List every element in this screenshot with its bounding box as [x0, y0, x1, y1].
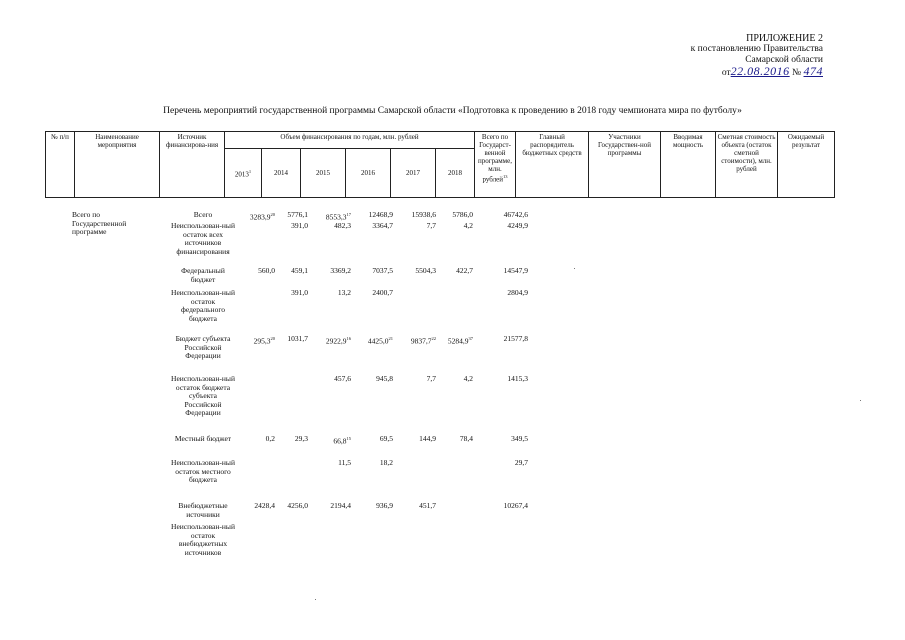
- value-cell: 5284,9$^{37}$: [447, 336, 473, 346]
- header-num: № п/п: [46, 132, 75, 198]
- year-2016: 2016: [346, 149, 391, 198]
- header-capacity: Вводимая мощность: [661, 132, 716, 198]
- value-cell: 3364,7: [372, 221, 393, 230]
- number-prefix: №: [792, 68, 802, 78]
- value-cell: 69,5: [379, 434, 393, 443]
- value-cell: 3283,9$^{20}$: [249, 212, 275, 222]
- table-header: [45, 131, 835, 198]
- value-cell: 2400,7: [372, 288, 393, 297]
- value-cell: 936,9: [376, 501, 393, 510]
- value-cell: 7,7: [426, 221, 436, 230]
- group-name: Всего по Государственной программе: [72, 210, 127, 237]
- source-label: Неиспользован-ный остаток всех источников финансирования: [171, 221, 235, 256]
- appendix-line2: Самарской области: [745, 55, 823, 65]
- value-cell: 422,7: [456, 266, 473, 275]
- header-total: Всего по Государст-венной программе, млн. рублей$^{13}$: [475, 132, 516, 198]
- year-2015: 2015: [301, 149, 346, 198]
- year-2017: 2017: [391, 149, 436, 198]
- header-name: Наименование мероприятия: [75, 132, 160, 198]
- year-2013: 2013$^1$: [225, 149, 262, 198]
- value-cell: 391,0: [291, 221, 308, 230]
- value-cell: 2428,4: [254, 501, 275, 510]
- value-cell: 5504,3: [415, 266, 436, 275]
- value-cell: 11,5: [338, 458, 351, 467]
- value-cell: 4,2: [463, 221, 473, 230]
- header-cost: Сметная стоимость объекта (остаток сметной стоимости), млн. рублей: [716, 132, 778, 198]
- header-manager: Главный распорядитель бюджетных средств: [516, 132, 589, 198]
- appendix-title: ПРИЛОЖЕНИЕ 2: [746, 33, 823, 44]
- appendix-line1: к постановлению Правительства: [690, 44, 823, 54]
- value-cell: 459,1: [291, 266, 308, 275]
- value-cell: 21577,8: [503, 334, 528, 343]
- value-cell: 7037,5: [372, 266, 393, 275]
- source-label: Неиспользован-ный остаток внебюджетных источников: [171, 522, 235, 557]
- value-cell: 1415,3: [507, 374, 528, 383]
- document-title: Перечень мероприятий государственной программы Самарской области «Подготовка к проведению в 2018 году чемпионата мира по футболу»: [163, 106, 742, 116]
- source-label: Неиспользован-ный остаток бюджета субъекта Российской Федерации: [171, 374, 235, 418]
- value-cell: 78,4: [459, 434, 473, 443]
- value-cell: 482,3: [334, 221, 351, 230]
- value-cell: 457,6: [334, 374, 351, 383]
- value-cell: 15938,6: [411, 210, 436, 219]
- value-cell: 349,5: [511, 434, 528, 443]
- header-source: Источник финансирова-ния: [160, 132, 225, 198]
- source-label: Федеральный бюджет: [181, 266, 225, 284]
- handwritten-number: 474: [803, 64, 823, 78]
- value-cell: 13,2: [337, 288, 351, 297]
- value-cell: 2804,9: [507, 288, 528, 297]
- value-cell: 4256,0: [287, 501, 308, 510]
- value-cell: 5786,0: [452, 210, 473, 219]
- value-cell: 18,2: [379, 458, 393, 467]
- value-cell: 66,8$^{15}$: [333, 436, 351, 446]
- value-cell: 560,0: [258, 266, 275, 275]
- value-cell: 4425,0$^{21}$: [367, 336, 393, 346]
- value-cell: 945,8: [376, 374, 393, 383]
- source-label: Бюджет субъекта Российской Федерации: [175, 334, 231, 361]
- year-2018: 2018: [436, 149, 475, 198]
- source-label: Местный бюджет: [174, 434, 232, 443]
- source-label: Внебюджетные источники: [178, 501, 228, 519]
- header-volume: Объем финансирования по годам, млн. рублей: [225, 132, 475, 149]
- value-cell: 391,0: [291, 288, 308, 297]
- value-cell: 4,2: [463, 374, 473, 383]
- value-cell: 295,3$^{20}$: [253, 336, 275, 346]
- source-label: Неиспользован-ный остаток местного бюджета: [171, 458, 235, 485]
- value-cell: 14547,9: [503, 266, 528, 275]
- value-cell: 4249,9: [507, 221, 528, 230]
- value-cell: 144,9: [419, 434, 436, 443]
- value-cell: 3369,2: [330, 266, 351, 275]
- value-cell: 10267,4: [503, 501, 528, 510]
- appendix-date-line: [691, 66, 823, 79]
- date-prefix: от: [721, 68, 731, 78]
- source-label: Неиспользован-ный остаток федерального бюджета: [171, 288, 235, 323]
- value-cell: 12468,9: [368, 210, 393, 219]
- value-cell: 5776,1: [287, 210, 308, 219]
- handwritten-date: 22.08.2016: [730, 64, 790, 78]
- header-result: Ожидаемый результат: [778, 132, 835, 198]
- appendix-block: [691, 33, 823, 79]
- value-cell: 9837,7$^{22}$: [410, 336, 436, 346]
- value-cell: 7,7: [426, 374, 436, 383]
- value-cell: 29,3: [294, 434, 308, 443]
- value-cell: 46742,6: [503, 210, 528, 219]
- value-cell: 2922,9$^{16}$: [325, 336, 351, 346]
- value-cell: 2194,4: [330, 501, 351, 510]
- value-cell: 451,7: [419, 501, 436, 510]
- year-2014: 2014: [262, 149, 301, 198]
- value-cell: 8553,3$^{17}$: [325, 212, 351, 222]
- header-participants: Участники Государствен-ной программы: [589, 132, 661, 198]
- value-cell: 0,2: [265, 434, 275, 443]
- source-label: Всего: [193, 210, 213, 219]
- value-cell: 29,7: [514, 458, 528, 467]
- value-cell: 1031,7: [287, 334, 308, 343]
